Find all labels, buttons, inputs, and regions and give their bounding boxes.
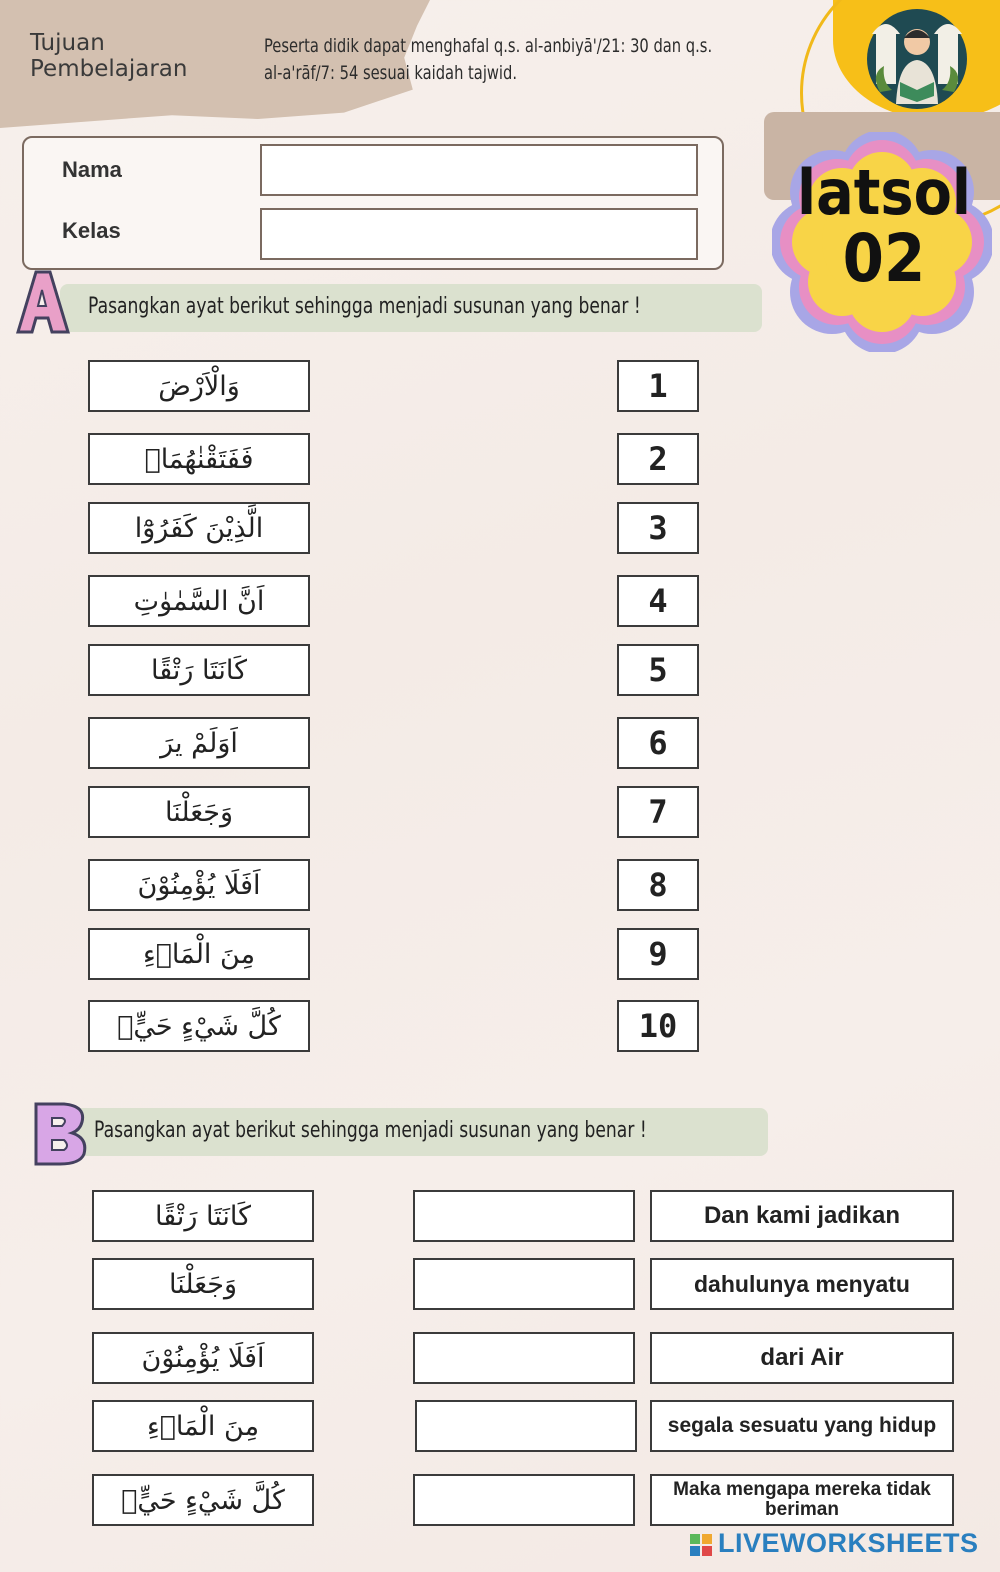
section-a-number-2[interactable]: 2 [617,433,699,485]
section-b-instruction: Pasangkan ayat berikut sehingga menjadi susunan yang benar ! [94,1118,647,1143]
section-a-number-10[interactable]: 10 [617,1000,699,1052]
section-a-number-1[interactable]: 1 [617,360,699,412]
class-input[interactable] [260,208,698,260]
section-b-answer-box-2[interactable] [413,1258,635,1310]
section-a-word-1[interactable]: وَالْاَرْضَ [88,360,310,412]
goal-text [264,33,797,87]
section-a-instruction: Pasangkan ayat berikut sehingga menjadi susunan yang benar ! [88,294,641,319]
section-b-answer-box-1[interactable] [413,1190,635,1242]
section-b-word-4[interactable]: مِنَ الْمَاۤءِ [92,1400,314,1452]
section-a-word-7[interactable]: وَجَعَلْنَا [88,786,310,838]
section-a-word-9[interactable]: مِنَ الْمَاۤءِ [88,928,310,980]
section-b-word-5[interactable]: كُلَّ شَيْءٍ حَيٍّۗ [92,1474,314,1526]
name-input[interactable] [260,144,698,196]
liveworksheets-logo [690,1528,979,1559]
goal-label [30,30,187,82]
name-label: Nama [62,157,122,182]
section-b-meaning-2[interactable]: dahulunya menyatu [650,1258,954,1310]
section-a-number-5[interactable]: 5 [617,644,699,696]
section-b-word-2[interactable]: وَجَعَلْنَا [92,1258,314,1310]
goal-text-line2: al-a'rāf/7: 54 sesuai kaidah tajwid. [264,62,518,84]
section-a-word-4[interactable]: اَنَّ السَّمٰوٰتِ [88,575,310,627]
section-a-word-5[interactable]: كَانَتَا رَتْقًا [88,644,310,696]
section-b-answer-box-5[interactable] [413,1474,635,1526]
liveworksheets-icon [690,1534,712,1556]
section-a-number-8[interactable]: 8 [617,859,699,911]
section-a-number-9[interactable]: 9 [617,928,699,980]
class-label: Kelas [62,218,121,243]
goal-label-line1: Tujuan [30,30,105,56]
section-b-word-1[interactable]: كَانَتَا رَتْقًا [92,1190,314,1242]
goal-label-line2: Pembelajaran [30,56,188,82]
brand-text: LIVEWORKSHEETS [718,1528,979,1558]
section-a-word-6[interactable]: اَوَلَمْ يرَ [88,717,310,769]
latsol-badge-text [786,156,982,297]
section-a-word-2[interactable]: فَفَتَقْنٰهُمَاۗ [88,433,310,485]
section-a-word-8[interactable]: اَفَلَا يُؤْمِنُوْنَ [88,859,310,911]
goal-text-line1: Peserta didik dapat menghafal q.s. al-anbiyā'/21: 30 dan q.s. [264,35,713,57]
section-b-meaning-5[interactable]: Maka mengapa mereka tidak beriman [650,1474,954,1526]
section-b-meaning-4[interactable]: segala sesuatu yang hidup [650,1400,954,1452]
badge-number: 02 [842,220,926,297]
letter-b-badge [30,1098,90,1168]
quran-reader-illustration [862,4,972,112]
section-b-word-3[interactable]: اَفَلَا يُؤْمِنُوْنَ [92,1332,314,1384]
section-a-number-7[interactable]: 7 [617,786,699,838]
section-b-meaning-3[interactable]: dari Air [650,1332,954,1384]
section-b-answer-box-3[interactable] [413,1332,635,1384]
section-a-number-4[interactable]: 4 [617,575,699,627]
section-b-answer-box-4[interactable] [415,1400,637,1452]
section-a-number-6[interactable]: 6 [617,717,699,769]
badge-title: latsol [796,156,972,229]
section-a-number-3[interactable]: 3 [617,502,699,554]
section-a-word-10[interactable]: كُلَّ شَيْءٍ حَيٍّۗ [88,1000,310,1052]
section-a-word-3[interactable]: الَّذِيْنَ كَفَرُوْٓا [88,502,310,554]
letter-a-badge [12,266,72,336]
section-b-meaning-1[interactable]: Dan kami jadikan [650,1190,954,1242]
